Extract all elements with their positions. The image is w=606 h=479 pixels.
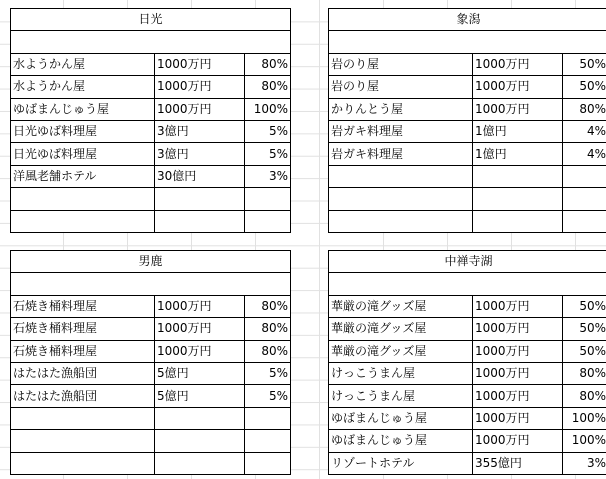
table-row — [11, 340, 291, 362]
shop-name-cell[interactable]: はたはた漁船団 — [11, 385, 155, 407]
block-title[interactable]: 男鹿 — [11, 251, 291, 273]
shop-name-cell[interactable]: 水ようかん屋 — [11, 53, 155, 75]
table-row — [329, 53, 606, 75]
table-row — [11, 76, 291, 98]
block-body — [329, 251, 606, 475]
title-row — [329, 251, 606, 273]
shop-name-cell[interactable]: 日光ゆば料理屋 — [11, 143, 155, 165]
shop-name-cell[interactable]: ゆばまんじゅう屋 — [329, 430, 473, 452]
cost-cell[interactable]: 1000万円 — [473, 53, 563, 75]
rate-cell[interactable]: 3% — [245, 165, 291, 187]
cost-cell[interactable]: 1000万円 — [473, 430, 563, 452]
table-row — [11, 98, 291, 120]
cost-cell[interactable]: 1000万円 — [473, 318, 563, 340]
rate-cell[interactable]: 100% — [563, 430, 606, 452]
empty-cell[interactable] — [11, 31, 291, 53]
shop-name-cell[interactable]: 日光ゆば料理屋 — [11, 120, 155, 142]
table-row — [329, 318, 606, 340]
rate-cell[interactable] — [245, 452, 291, 474]
table-row — [11, 188, 291, 210]
shop-name-cell[interactable]: けっこうまん屋 — [329, 362, 473, 384]
rate-cell[interactable]: 80% — [245, 53, 291, 75]
table-row — [11, 407, 291, 429]
block-title[interactable]: 日光 — [11, 9, 291, 31]
table-row — [329, 98, 606, 120]
table-row — [329, 120, 606, 142]
rate-cell[interactable]: 80% — [563, 385, 606, 407]
cost-cell[interactable]: 1000万円 — [473, 340, 563, 362]
table-row — [329, 210, 606, 232]
rate-cell[interactable] — [563, 165, 606, 187]
table-row — [11, 165, 291, 187]
block-body — [11, 9, 291, 233]
cost-cell[interactable]: 30億円 — [155, 165, 245, 187]
cost-cell[interactable] — [155, 188, 245, 210]
rate-cell[interactable]: 100% — [245, 98, 291, 120]
rate-cell[interactable] — [245, 210, 291, 232]
rate-cell[interactable]: 50% — [563, 53, 606, 75]
cost-cell[interactable]: 1000万円 — [473, 385, 563, 407]
shop-name-cell[interactable]: ゆばまんじゅう屋 — [329, 407, 473, 429]
shop-name-cell[interactable]: 石焼き桶料理屋 — [11, 340, 155, 362]
shop-name-cell[interactable]: 岩ガキ料理屋 — [329, 120, 473, 142]
rate-cell[interactable]: 80% — [245, 340, 291, 362]
shop-name-cell[interactable]: リゾートホテル — [329, 452, 473, 474]
cost-cell[interactable]: 3億円 — [155, 143, 245, 165]
block-oga — [10, 250, 291, 475]
table-row — [11, 318, 291, 340]
shop-name-cell[interactable]: ゆばまんじゅう屋 — [11, 98, 155, 120]
rate-cell[interactable]: 50% — [563, 340, 606, 362]
table-row — [329, 188, 606, 210]
table-row — [11, 295, 291, 317]
cost-cell[interactable]: 1000万円 — [473, 407, 563, 429]
empty-cell[interactable] — [329, 273, 606, 295]
cost-cell[interactable]: 1000万円 — [155, 53, 245, 75]
cost-cell[interactable]: 5億円 — [155, 362, 245, 384]
cost-cell[interactable] — [473, 210, 563, 232]
title-row — [329, 9, 606, 31]
shop-name-cell[interactable]: けっこうまん屋 — [329, 385, 473, 407]
table-row — [329, 385, 606, 407]
rate-cell[interactable]: 5% — [245, 143, 291, 165]
cost-cell[interactable]: 1億円 — [473, 120, 563, 142]
rate-cell[interactable]: 50% — [563, 295, 606, 317]
rate-cell[interactable]: 80% — [563, 98, 606, 120]
table-row — [329, 407, 606, 429]
cost-cell[interactable]: 355億円 — [473, 452, 563, 474]
cost-cell[interactable]: 1000万円 — [155, 98, 245, 120]
shop-name-cell[interactable]: 岩のり屋 — [329, 76, 473, 98]
shop-name-cell[interactable] — [329, 188, 473, 210]
cost-cell[interactable] — [155, 452, 245, 474]
shop-name-cell[interactable]: 石焼き桶料理屋 — [11, 295, 155, 317]
rate-cell[interactable]: 50% — [563, 76, 606, 98]
table-row — [329, 362, 606, 384]
table-row — [11, 430, 291, 452]
block-body — [11, 251, 291, 475]
rate-cell[interactable]: 80% — [245, 295, 291, 317]
cost-cell[interactable] — [155, 430, 245, 452]
shop-name-cell[interactable] — [11, 188, 155, 210]
cost-cell[interactable]: 1000万円 — [155, 295, 245, 317]
spacer-row — [11, 31, 291, 53]
cost-cell[interactable]: 3億円 — [155, 120, 245, 142]
cost-cell[interactable]: 1000万円 — [473, 98, 563, 120]
block-title[interactable]: 中禅寺湖 — [329, 251, 606, 273]
spacer-row — [329, 273, 606, 295]
cost-cell[interactable]: 1000万円 — [155, 76, 245, 98]
table-row — [11, 362, 291, 384]
rate-cell[interactable] — [563, 210, 606, 232]
title-row — [11, 9, 291, 31]
shop-name-cell[interactable] — [11, 430, 155, 452]
table-row — [11, 385, 291, 407]
cost-cell[interactable]: 1000万円 — [473, 76, 563, 98]
spacer-row — [11, 273, 291, 295]
table-row — [329, 165, 606, 187]
rate-cell[interactable]: 80% — [245, 318, 291, 340]
block-nikko — [10, 8, 291, 233]
empty-cell[interactable] — [329, 31, 606, 53]
cost-cell[interactable] — [155, 210, 245, 232]
table-row — [329, 76, 606, 98]
table-row — [329, 295, 606, 317]
shop-name-cell[interactable] — [329, 210, 473, 232]
shop-name-cell[interactable]: 華厳の滝グッズ屋 — [329, 295, 473, 317]
rate-cell[interactable] — [245, 407, 291, 429]
shop-name-cell[interactable]: 華厳の滝グッズ屋 — [329, 340, 473, 362]
rate-cell[interactable]: 50% — [563, 318, 606, 340]
shop-name-cell[interactable]: 洋風老舗ホテル — [11, 165, 155, 187]
shop-name-cell[interactable]: はたはた漁船団 — [11, 362, 155, 384]
block-title[interactable]: 象潟 — [329, 9, 606, 31]
table-row — [329, 340, 606, 362]
spacer-row — [329, 31, 606, 53]
rate-cell[interactable]: 5% — [245, 362, 291, 384]
shop-name-cell[interactable] — [11, 210, 155, 232]
rate-cell[interactable]: 100% — [563, 407, 606, 429]
table-row — [329, 143, 606, 165]
cost-cell[interactable]: 1000万円 — [473, 362, 563, 384]
table-row — [11, 53, 291, 75]
shop-name-cell[interactable] — [329, 165, 473, 187]
rate-cell[interactable]: 3% — [563, 452, 606, 474]
empty-cell[interactable] — [11, 273, 291, 295]
rate-cell[interactable]: 4% — [563, 143, 606, 165]
title-row — [11, 251, 291, 273]
rate-cell[interactable] — [563, 188, 606, 210]
cost-cell[interactable]: 1000万円 — [155, 318, 245, 340]
rate-cell[interactable]: 80% — [563, 362, 606, 384]
shop-name-cell[interactable]: 水ようかん屋 — [11, 76, 155, 98]
cost-cell[interactable] — [155, 407, 245, 429]
cost-cell[interactable]: 1億円 — [473, 143, 563, 165]
rate-cell[interactable]: 4% — [563, 120, 606, 142]
rate-cell[interactable]: 5% — [245, 120, 291, 142]
block-kisakata — [328, 8, 606, 233]
table-row — [11, 143, 291, 165]
shop-name-cell[interactable] — [11, 407, 155, 429]
cost-cell[interactable]: 5億円 — [155, 385, 245, 407]
shop-name-cell[interactable] — [11, 452, 155, 474]
rate-cell[interactable]: 80% — [245, 76, 291, 98]
shop-name-cell[interactable]: 岩ガキ料理屋 — [329, 143, 473, 165]
rate-cell[interactable] — [245, 188, 291, 210]
table-row — [11, 120, 291, 142]
cost-cell[interactable] — [473, 165, 563, 187]
shop-name-cell[interactable]: かりんとう屋 — [329, 98, 473, 120]
table-row — [329, 452, 606, 474]
shop-name-cell[interactable]: 華厳の滝グッズ屋 — [329, 318, 473, 340]
rate-cell[interactable] — [245, 430, 291, 452]
cost-cell[interactable]: 1000万円 — [155, 340, 245, 362]
table-row — [11, 452, 291, 474]
table-row — [11, 210, 291, 232]
block-body — [329, 9, 606, 233]
rate-cell[interactable]: 5% — [245, 385, 291, 407]
shop-name-cell[interactable]: 岩のり屋 — [329, 53, 473, 75]
cost-cell[interactable] — [473, 188, 563, 210]
shop-name-cell[interactable]: 石焼き桶料理屋 — [11, 318, 155, 340]
table-row — [329, 430, 606, 452]
cost-cell[interactable]: 1000万円 — [473, 295, 563, 317]
block-chuzenji — [328, 250, 606, 475]
